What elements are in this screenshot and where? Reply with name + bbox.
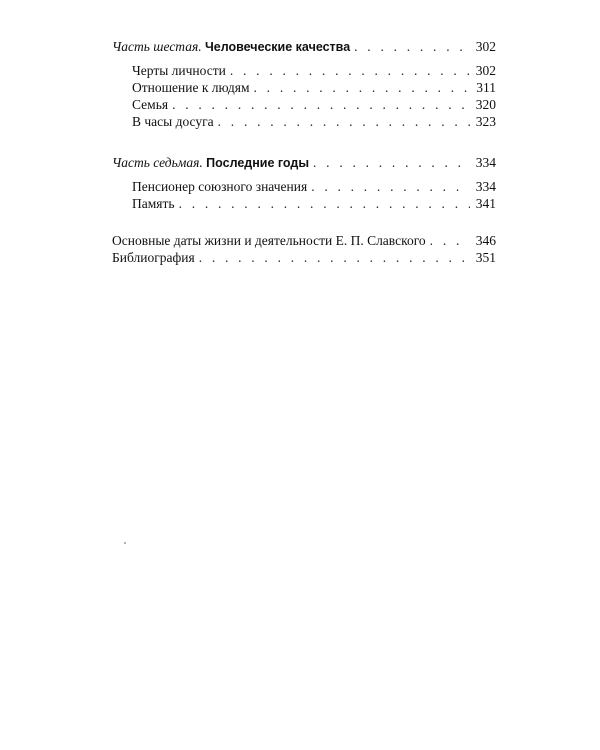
toc-part-seven[interactable] [112,154,496,172]
paper-speck [124,542,126,544]
toc-item-title: Библиография [112,250,195,265]
toc-appendix-bibliography[interactable] [112,249,496,266]
page-number: 311 [476,80,496,95]
toc-item[interactable] [112,62,496,79]
toc-part-six[interactable] [112,38,496,56]
page-number: 334 [475,155,496,170]
part-title: Последние годы [206,156,310,170]
toc-item-title: Семья [132,97,169,112]
dot-leader [199,249,470,266]
toc-item[interactable] [112,178,496,195]
toc-item-title: Черты личности [132,63,226,78]
dot-leader [254,79,470,96]
toc-item-title: Память [132,196,175,211]
dot-leader [179,195,470,212]
toc-item-title: Пенсионер союзного значения [132,179,308,194]
page-number: 323 [475,114,496,129]
page-number: 346 [475,233,496,248]
page-number: 320 [475,97,496,112]
toc-item-title: Отношение к людям [132,80,250,95]
page-number: 341 [475,196,496,211]
dot-leader [218,113,470,130]
page-number: 302 [475,63,496,78]
toc-item-title: В часы досуга [132,114,214,129]
toc-item-title: Основные даты жизни и деятельности Е. П. Славского [112,233,426,248]
toc-item[interactable] [112,79,496,96]
part-label: Часть шестая. [112,39,202,54]
dot-leader [313,154,470,171]
dot-leader [172,96,470,113]
page-number: 334 [475,179,496,194]
part-title: Человеческие качества [205,40,351,54]
page-number: 302 [475,39,496,54]
part-label: Часть седьмая. [112,155,203,170]
toc-item[interactable] [112,195,496,212]
table-of-contents [112,38,496,266]
toc-appendix-dates[interactable] [112,232,496,249]
toc-item[interactable] [112,96,496,113]
dot-leader [311,178,470,195]
toc-item[interactable] [112,113,496,130]
dot-leader [230,62,470,79]
dot-leader [354,38,470,55]
dot-leader [430,232,470,249]
page-number: 351 [475,250,496,265]
